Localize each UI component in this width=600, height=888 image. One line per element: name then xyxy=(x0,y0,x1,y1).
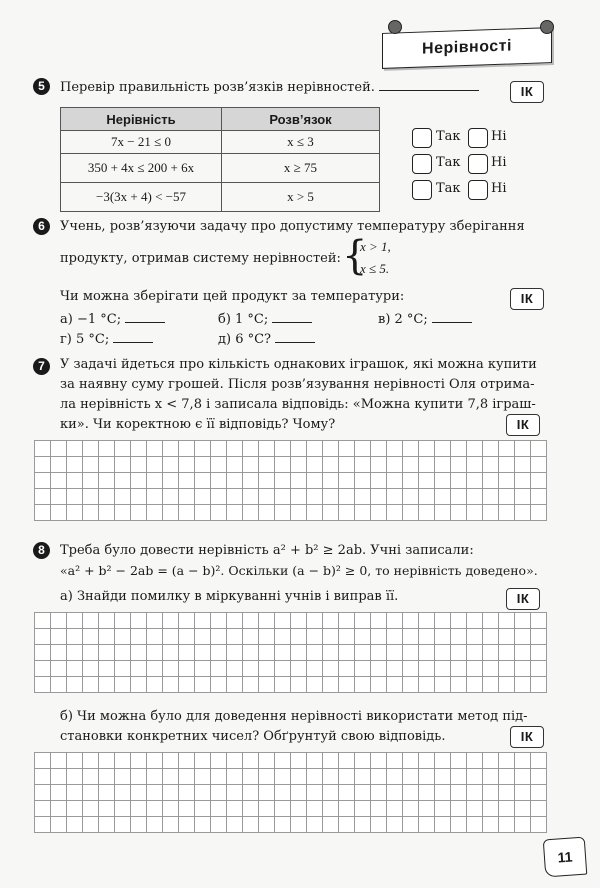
yes-label: Так xyxy=(436,155,461,170)
yes-checkbox[interactable] xyxy=(412,128,432,148)
option-c-label: в) 2 °C; xyxy=(378,312,428,327)
task8-part-b-line1: б) Чи можна було для доведення нерівності використати метод під- xyxy=(60,709,528,724)
table-cell-solution: x ≥ 75 xyxy=(222,154,380,183)
task6-line1: Учень, розв’язуючи задачу про допустиму температуру зберігання xyxy=(60,219,525,234)
option-d-answer[interactable] xyxy=(113,328,153,343)
table-row xyxy=(61,131,380,154)
option-a-label: а) −1 °C; xyxy=(60,312,122,327)
no-checkbox[interactable] xyxy=(468,180,488,200)
system-line-1: x > 1, xyxy=(360,239,391,254)
table-cell-inequality: −3(3x + 4) < −57 xyxy=(61,183,222,212)
option-e-answer[interactable] xyxy=(275,328,315,343)
no-checkbox[interactable] xyxy=(468,154,488,174)
table-header-inequality: Нерівність xyxy=(61,108,222,131)
table-row xyxy=(61,183,380,212)
task8-line2: «a² + b² − 2ab = (a − b)². Оскільки (a − b)² ≥ 0, то нерівність доведено». xyxy=(60,563,538,578)
task7-line2: за наявну суму грошей. Після розв’язування нерівності Оля отрима- xyxy=(60,377,535,392)
task7-number: 7 xyxy=(33,358,50,375)
task7-tag: ІК xyxy=(506,414,540,436)
table-cell-solution: x ≤ 3 xyxy=(222,131,380,154)
task7-line4: ки». Чи коректною є її відповідь? Чому? xyxy=(60,417,336,432)
no-label: Ні xyxy=(491,129,507,144)
option-b-label: б) 1 °C; xyxy=(218,312,269,327)
pin-left-icon xyxy=(388,20,402,34)
task8-part-b-grid[interactable] xyxy=(34,752,547,833)
option-a-answer[interactable] xyxy=(125,308,165,323)
yes-label: Так xyxy=(436,181,461,196)
header-title: Нерівності xyxy=(422,37,512,58)
header-ribbon xyxy=(382,27,552,69)
task5-table xyxy=(60,107,380,212)
option-b-answer[interactable] xyxy=(272,308,312,323)
table-cell-solution: x > 5 xyxy=(222,183,380,212)
option-d xyxy=(60,328,153,351)
no-checkbox[interactable] xyxy=(468,128,488,148)
system-line-2: x ≤ 5. xyxy=(360,261,390,276)
task8-line1: Треба було довести нерівність a² + b² ≥ 2ab. Учні записали: xyxy=(60,543,474,558)
task5-answer-line[interactable] xyxy=(379,76,479,91)
table-cell-inequality: 7x − 21 ≤ 0 xyxy=(61,131,222,154)
table-header-solution: Розв’язок xyxy=(222,108,380,131)
table-cell-inequality: 350 + 4x ≤ 200 + 6x xyxy=(61,154,222,183)
pin-right-icon xyxy=(540,20,554,34)
task7-answer-grid[interactable] xyxy=(34,440,547,521)
task6-tag: ІК xyxy=(510,288,544,310)
table-row xyxy=(61,154,380,183)
task5-number: 5 xyxy=(33,78,50,95)
task8-part-a-tag: ІК xyxy=(506,588,540,610)
option-c-answer[interactable] xyxy=(432,308,472,323)
task5-tag: ІК xyxy=(510,81,544,103)
no-label: Ні xyxy=(491,155,507,170)
option-e xyxy=(218,328,315,351)
task6-question: Чи можна зберігати цей продукт за температури: xyxy=(60,289,405,304)
task5-text: Перевір правильність розв’язків нерівностей. xyxy=(60,80,375,95)
task7-line1: У задачі йдеться про кількість однакових іграшок, які можна купити xyxy=(60,357,537,372)
system-brace-icon: { xyxy=(342,233,368,279)
task8-part-a: а) Знайди помилку в міркуванні учнів і виправ її. xyxy=(60,589,399,604)
task6-number: 6 xyxy=(33,218,50,235)
task8-part-b-line2: становки конкретних чисел? Обґрунтуй свою відповідь. xyxy=(60,729,446,744)
page-corner xyxy=(543,837,588,878)
yes-checkbox[interactable] xyxy=(412,180,432,200)
yes-label: Так xyxy=(436,129,461,144)
page-number: 11 xyxy=(557,848,573,866)
task8-number: 8 xyxy=(33,542,50,559)
option-e-label: д) 6 °C? xyxy=(218,332,272,347)
task8-part-b-tag: ІК xyxy=(510,726,544,748)
task7-line3: ла нерівність x < 7,8 і записала відповідь: «Можна купити 7,8 іграш- xyxy=(60,397,536,412)
option-d-label: г) 5 °C; xyxy=(60,332,110,347)
task6-line2: продукту, отримав систему нерівностей: xyxy=(60,251,341,266)
option-c xyxy=(378,308,472,331)
task8-part-a-grid[interactable] xyxy=(34,612,547,693)
yes-checkbox[interactable] xyxy=(412,154,432,174)
no-label: Ні xyxy=(491,181,507,196)
